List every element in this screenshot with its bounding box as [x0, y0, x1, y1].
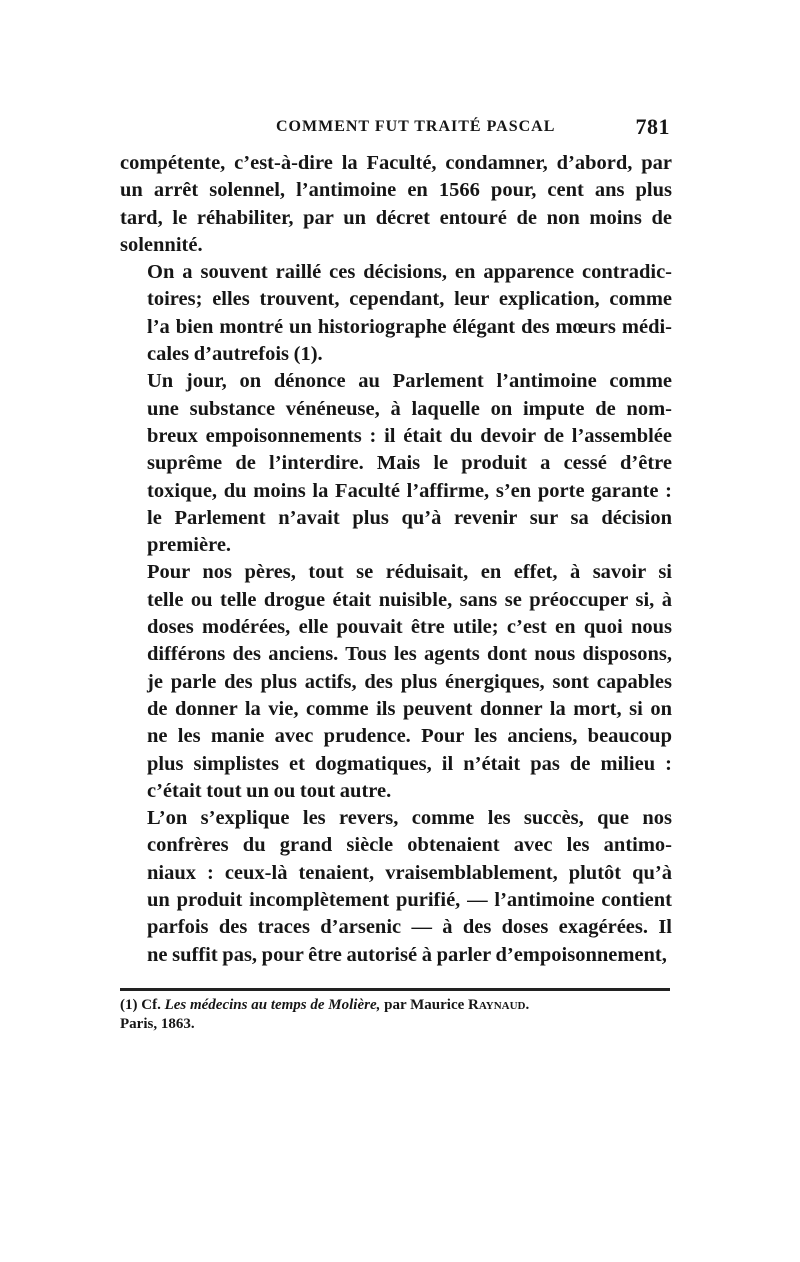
text-line: suprême de l’interdire. Mais le produit a cessé d’être — [147, 452, 672, 475]
text-line: un arrêt solennel, l’antimoine en 1566 pour, cent ans plus — [120, 179, 672, 202]
text-line: première. — [147, 534, 232, 557]
text-line: confrères du grand siècle obtenaient avec les antimo- — [147, 834, 672, 857]
running-title: COMMENT FUT TRAITÉ PASCAL — [276, 118, 556, 135]
running-head — [120, 114, 670, 144]
text-line: je parle des plus actifs, des plus énergiques, sont capables — [147, 670, 672, 693]
paragraph — [120, 559, 672, 805]
footnote-rule — [120, 988, 670, 991]
footnote-author: Raynaud. — [468, 997, 530, 1013]
text-line: toires; elles trouvent, cependant, leur explication, comme — [147, 288, 672, 311]
text-line: telle ou telle drogue était nuisible, sans se préoccuper si, à — [147, 588, 672, 611]
text-line: ne les manie avec prudence. Pour les anciens, beaucoup — [147, 725, 672, 748]
text-line: Pour nos pères, tout se réduisait, en effet, à savoir si — [147, 561, 672, 584]
text-line: parfois des traces d’arsenic — à des doses exagérées. Il — [147, 916, 672, 939]
text-line: doses modérées, elle pouvait être utile; c’est en quoi nous — [147, 616, 672, 639]
paragraph — [120, 368, 672, 559]
footnote — [120, 996, 672, 1034]
text-line: Un jour, on dénonce au Parlement l’antimoine comme — [147, 370, 672, 393]
text-line: L’on s’explique les revers, comme les succès, que nos — [147, 807, 672, 830]
footnote-marker: (1) Cf. — [120, 997, 161, 1013]
paragraph — [120, 259, 672, 368]
page-number: 781 — [635, 114, 670, 139]
text-line: un produit incomplètement purifié, — l’antimoine contient — [147, 889, 672, 912]
paragraph — [120, 805, 672, 969]
footnote-line-1 — [120, 996, 672, 1015]
text-line: compétente, c’est-à-dire la Faculté, condamner, d’abord, par — [120, 152, 672, 174]
paragraph — [120, 150, 672, 259]
text-line: niaux : ceux-là tenaient, vraisemblablement, plutôt qu’à — [147, 861, 672, 884]
text-line: ne suffit pas, pour être autorisé à parler d’empoisonnement, — [147, 943, 667, 966]
text-line: breux empoisonnements : il était du devoir de l’assemblée — [147, 424, 672, 447]
footnote-imprint: Paris, 1863. — [120, 1016, 195, 1032]
text-line: l’a bien montré un historiographe élégant des mœurs médi- — [147, 315, 672, 338]
text-line: solennité. — [120, 233, 203, 256]
text-line: le Parlement n’avait plus qu’à revenir sur sa décision — [147, 506, 672, 529]
text-line: différons des anciens. Tous les agents dont nous disposons, — [147, 643, 672, 666]
text-line: cales d’autrefois (1). — [147, 343, 323, 366]
text-line: plus simplistes et dogmatiques, il n’était pas de milieu : — [147, 752, 672, 775]
body-text — [120, 150, 672, 969]
text-line: tard, le réhabiliter, par un décret entouré de non moins de — [120, 206, 672, 229]
footnote-work-title: Les médecins au temps de Molière, — [164, 997, 381, 1013]
text-line: de donner la vie, comme ils peuvent donner la mort, si on — [147, 697, 672, 720]
text-line: toxique, du moins la Faculté l’affirme, s’en porte garante : — [147, 479, 672, 502]
text-line: On a souvent raillé ces décisions, en apparence contradic- — [147, 261, 672, 284]
text-line: c’était tout un ou tout autre. — [147, 779, 392, 802]
text-line: une substance vénéneuse, à laquelle on impute de nom- — [147, 397, 672, 420]
footnote-by: par Maurice — [384, 997, 465, 1013]
